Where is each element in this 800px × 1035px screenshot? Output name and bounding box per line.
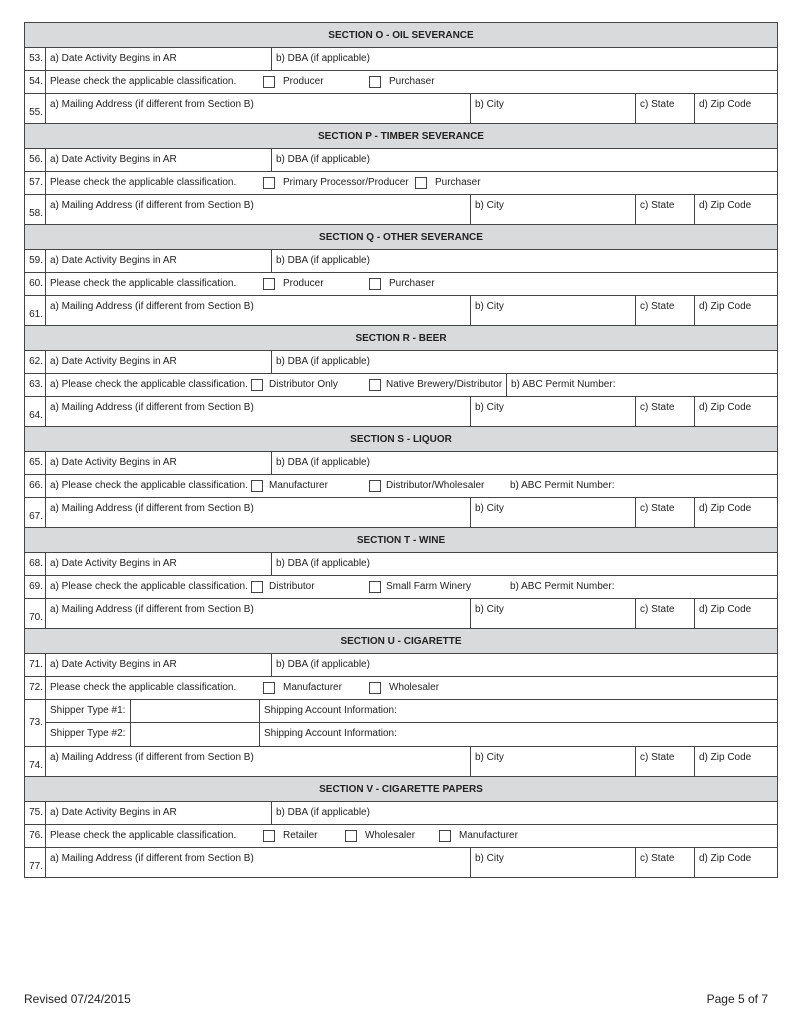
state-label: c) State <box>640 200 675 211</box>
dba-label: b) DBA (if applicable) <box>276 356 370 367</box>
row-number: 75. <box>25 802 46 824</box>
abc-permit-field[interactable] <box>506 576 777 598</box>
row-number: 72. <box>25 677 46 699</box>
mailing-address-field[interactable] <box>46 195 470 224</box>
row-number: 68. <box>25 553 46 575</box>
city-field[interactable] <box>470 848 635 877</box>
state-field[interactable] <box>635 296 694 325</box>
date-label: a) Date Activity Begins in AR <box>50 53 177 64</box>
date-label: a) Date Activity Begins in AR <box>50 154 177 165</box>
dba-field[interactable] <box>271 452 777 474</box>
row-74 <box>25 747 777 777</box>
dba-field[interactable] <box>271 802 777 824</box>
dba-field[interactable] <box>271 250 777 272</box>
zip-label: d) Zip Code <box>699 752 752 763</box>
city-label: b) City <box>475 503 504 514</box>
city-field[interactable] <box>470 397 635 426</box>
city-label: b) City <box>475 402 504 413</box>
zip-field[interactable] <box>694 848 777 877</box>
section-title: SECTION Q - OTHER SEVERANCE <box>319 232 483 243</box>
row-number: 70. <box>25 599 46 628</box>
mailing-label: a) Mailing Address (if different from Section B) <box>50 853 254 864</box>
row-number: 57. <box>25 172 46 194</box>
city-label: b) City <box>475 604 504 615</box>
zip-field[interactable] <box>694 397 777 426</box>
row-number: 64. <box>25 397 46 426</box>
shipping-account-1-field[interactable] <box>259 700 777 723</box>
mailing-address-field[interactable] <box>46 848 470 877</box>
shipper-type-1-field[interactable] <box>130 700 259 723</box>
city-label: b) City <box>475 99 504 110</box>
wholesaler-label: Wholesaler <box>389 682 440 693</box>
row-64 <box>25 397 777 427</box>
city-label: b) City <box>475 301 504 312</box>
classification-label: Please check the applicable classification. <box>50 830 237 841</box>
row-number: 55. <box>25 94 46 123</box>
city-label: b) City <box>475 853 504 864</box>
row-number: 59. <box>25 250 46 272</box>
row-number: 69. <box>25 576 46 598</box>
manufacturer-checkbox[interactable] <box>263 682 275 694</box>
state-field[interactable] <box>635 498 694 527</box>
purchaser-checkbox[interactable] <box>369 278 381 290</box>
city-label: b) City <box>475 200 504 211</box>
row-76 <box>25 825 777 848</box>
purchaser-label: Purchaser <box>389 76 435 87</box>
revised-date: Revised 07/24/2015 <box>24 992 131 1006</box>
row-72 <box>25 677 777 700</box>
purchaser-checkbox[interactable] <box>415 177 427 189</box>
row-68 <box>25 553 777 576</box>
abc-permit-field[interactable] <box>506 475 777 497</box>
date-begins-field[interactable] <box>46 351 271 373</box>
classification-label: a) Please check the applicable classification. <box>50 480 248 491</box>
state-label: c) State <box>640 752 675 763</box>
classification-label: Please check the applicable classification. <box>50 76 237 87</box>
row-70 <box>25 599 777 629</box>
retailer-label: Retailer <box>283 830 318 841</box>
manufacturer-checkbox[interactable] <box>251 480 263 492</box>
mailing-address-field[interactable] <box>46 296 470 325</box>
producer-checkbox[interactable] <box>263 76 275 88</box>
section-v-header <box>25 777 777 802</box>
row-69 <box>25 576 777 599</box>
purchaser-checkbox[interactable] <box>369 76 381 88</box>
row-59 <box>25 250 777 273</box>
zip-label: d) Zip Code <box>699 503 752 514</box>
manufacturer-checkbox[interactable] <box>439 830 451 842</box>
zip-field[interactable] <box>694 296 777 325</box>
zip-field[interactable] <box>694 498 777 527</box>
row-number: 73. <box>25 700 46 746</box>
row-53 <box>25 48 777 71</box>
row-number: 74. <box>25 747 46 776</box>
distributor-only-label: Distributor Only <box>269 379 338 390</box>
row-number: 53. <box>25 48 46 70</box>
date-label: a) Date Activity Begins in AR <box>50 457 177 468</box>
section-o-header <box>25 23 777 48</box>
mailing-label: a) Mailing Address (if different from Section B) <box>50 200 254 211</box>
city-field[interactable] <box>470 195 635 224</box>
state-field[interactable] <box>635 747 694 776</box>
date-begins-field[interactable] <box>46 48 271 70</box>
row-54 <box>25 71 777 94</box>
date-begins-field[interactable] <box>46 149 271 171</box>
state-label: c) State <box>640 853 675 864</box>
city-field[interactable] <box>470 94 635 123</box>
section-title: SECTION O - OIL SEVERANCE <box>328 30 474 41</box>
mailing-label: a) Mailing Address (if different from Section B) <box>50 503 254 514</box>
dba-label: b) DBA (if applicable) <box>276 457 370 468</box>
classification-label: a) Please check the applicable classification. <box>50 379 248 390</box>
date-begins-field[interactable] <box>46 802 271 824</box>
city-field[interactable] <box>470 498 635 527</box>
dba-label: b) DBA (if applicable) <box>276 558 370 569</box>
zip-label: d) Zip Code <box>699 604 752 615</box>
section-s-header <box>25 427 777 452</box>
native-brewery-checkbox[interactable] <box>369 379 381 391</box>
abc-permit-label: b) ABC Permit Number: <box>510 480 615 491</box>
shipping-account-2-label: Shipping Account Information: <box>264 728 397 739</box>
zip-field[interactable] <box>694 747 777 776</box>
shipping-account-1-label: Shipping Account Information: <box>264 705 397 716</box>
mailing-address-field[interactable] <box>46 397 470 426</box>
date-begins-field[interactable] <box>46 654 271 676</box>
section-title: SECTION S - LIQUOR <box>350 434 452 445</box>
purchaser-label: Purchaser <box>389 278 435 289</box>
dba-field[interactable] <box>271 48 777 70</box>
dba-field[interactable] <box>271 654 777 676</box>
manufacturer-label: Manufacturer <box>459 830 518 841</box>
mailing-address-field[interactable] <box>46 498 470 527</box>
date-label: a) Date Activity Begins in AR <box>50 807 177 818</box>
shipper-type-2-field[interactable] <box>130 723 259 746</box>
row-number: 62. <box>25 351 46 373</box>
row-55 <box>25 94 777 124</box>
mailing-label: a) Mailing Address (if different from Section B) <box>50 604 254 615</box>
zip-label: d) Zip Code <box>699 200 752 211</box>
primary-processor-checkbox[interactable] <box>263 177 275 189</box>
distributor-wholesaler-label: Distributor/Wholesaler <box>386 480 485 491</box>
zip-field[interactable] <box>694 94 777 123</box>
abc-permit-field[interactable] <box>506 374 777 396</box>
date-label: a) Date Activity Begins in AR <box>50 255 177 266</box>
producer-label: Producer <box>283 76 324 87</box>
date-label: a) Date Activity Begins in AR <box>50 659 177 670</box>
purchaser-label: Purchaser <box>435 177 481 188</box>
state-label: c) State <box>640 604 675 615</box>
state-field[interactable] <box>635 397 694 426</box>
wholesaler-label: Wholesaler <box>365 830 416 841</box>
city-field[interactable] <box>470 599 635 628</box>
date-label: a) Date Activity Begins in AR <box>50 558 177 569</box>
dba-label: b) DBA (if applicable) <box>276 807 370 818</box>
producer-label: Producer <box>283 278 324 289</box>
shipping-account-2-field[interactable] <box>259 723 777 746</box>
dba-field[interactable] <box>271 149 777 171</box>
row-number: 61. <box>25 296 46 325</box>
section-t-header <box>25 528 777 553</box>
row-number: 71. <box>25 654 46 676</box>
row-73 <box>25 700 777 747</box>
registration-form <box>24 22 778 878</box>
page-number: Page 5 of 7 <box>706 992 768 1006</box>
row-number: 66. <box>25 475 46 497</box>
section-title: SECTION U - CIGARETTE <box>340 636 462 647</box>
state-label: c) State <box>640 402 675 413</box>
state-label: c) State <box>640 301 675 312</box>
row-number: 67. <box>25 498 46 527</box>
row-65 <box>25 452 777 475</box>
retailer-checkbox[interactable] <box>263 830 275 842</box>
classification-label: Please check the applicable classification. <box>50 177 237 188</box>
state-label: c) State <box>640 503 675 514</box>
state-field[interactable] <box>635 599 694 628</box>
mailing-label: a) Mailing Address (if different from Section B) <box>50 99 254 110</box>
state-field[interactable] <box>635 848 694 877</box>
mailing-address-field[interactable] <box>46 94 470 123</box>
date-begins-field[interactable] <box>46 250 271 272</box>
dba-label: b) DBA (if applicable) <box>276 53 370 64</box>
mailing-label: a) Mailing Address (if different from Section B) <box>50 301 254 312</box>
row-number: 54. <box>25 71 46 93</box>
row-62 <box>25 351 777 374</box>
section-title: SECTION P - TIMBER SEVERANCE <box>318 131 484 142</box>
abc-permit-label: b) ABC Permit Number: <box>510 581 615 592</box>
zip-field[interactable] <box>694 599 777 628</box>
row-63 <box>25 374 777 397</box>
mailing-address-field[interactable] <box>46 599 470 628</box>
section-r-header <box>25 326 777 351</box>
date-begins-field[interactable] <box>46 553 271 575</box>
zip-label: d) Zip Code <box>699 402 752 413</box>
classification-label: a) Please check the applicable classification. <box>50 581 248 592</box>
row-number: 60. <box>25 273 46 295</box>
manufacturer-label: Manufacturer <box>283 682 342 693</box>
row-67 <box>25 498 777 528</box>
section-q-header <box>25 225 777 250</box>
dba-field[interactable] <box>271 351 777 373</box>
city-field[interactable] <box>470 747 635 776</box>
state-field[interactable] <box>635 195 694 224</box>
state-field[interactable] <box>635 94 694 123</box>
abc-permit-label: b) ABC Permit Number: <box>511 379 616 390</box>
mailing-label: a) Mailing Address (if different from Section B) <box>50 402 254 413</box>
section-title: SECTION T - WINE <box>356 535 446 546</box>
zip-label: d) Zip Code <box>699 99 752 110</box>
zip-field[interactable] <box>694 195 777 224</box>
distributor-checkbox[interactable] <box>251 581 263 593</box>
zip-label: d) Zip Code <box>699 301 752 312</box>
row-77 <box>25 848 777 878</box>
small-farm-winery-checkbox[interactable] <box>369 581 381 593</box>
distributor-wholesaler-checkbox[interactable] <box>369 480 381 492</box>
row-number: 65. <box>25 452 46 474</box>
row-60 <box>25 273 777 296</box>
section-u-header <box>25 629 777 654</box>
mailing-address-field[interactable] <box>46 747 470 776</box>
section-p-header <box>25 124 777 149</box>
producer-checkbox[interactable] <box>263 278 275 290</box>
dba-label: b) DBA (if applicable) <box>276 154 370 165</box>
distributor-only-checkbox[interactable] <box>251 379 263 391</box>
row-66 <box>25 475 777 498</box>
shipper-type-2-label: Shipper Type #2: <box>50 728 126 739</box>
shipper-type-1-label: Shipper Type #1: <box>46 700 130 723</box>
classification-label: Please check the applicable classification. <box>50 682 237 693</box>
small-farm-winery-label: Small Farm Winery <box>386 581 472 592</box>
section-title: SECTION R - BEER <box>355 333 447 344</box>
mailing-label: a) Mailing Address (if different from Section B) <box>50 752 254 763</box>
dba-label: b) DBA (if applicable) <box>276 659 370 670</box>
classification-label: Please check the applicable classification. <box>50 278 237 289</box>
row-75 <box>25 802 777 825</box>
section-title: SECTION V - CIGARETTE PAPERS <box>319 784 483 795</box>
city-field[interactable] <box>470 296 635 325</box>
row-56 <box>25 149 777 172</box>
native-brewery-label: Native Brewery/Distributor <box>386 379 503 390</box>
row-57 <box>25 172 777 195</box>
row-61 <box>25 296 777 326</box>
manufacturer-label: Manufacturer <box>269 480 328 491</box>
zip-label: d) Zip Code <box>699 853 752 864</box>
dba-field[interactable] <box>271 553 777 575</box>
wholesaler-checkbox[interactable] <box>369 682 381 694</box>
row-number: 77. <box>25 848 46 877</box>
wholesaler-checkbox[interactable] <box>345 830 357 842</box>
date-label: a) Date Activity Begins in AR <box>50 356 177 367</box>
row-number: 76. <box>25 825 46 847</box>
row-number: 56. <box>25 149 46 171</box>
state-label: c) State <box>640 99 675 110</box>
distributor-label: Distributor <box>269 581 315 592</box>
dba-label: b) DBA (if applicable) <box>276 255 370 266</box>
date-begins-field[interactable] <box>46 452 271 474</box>
city-label: b) City <box>475 752 504 763</box>
row-number: 58. <box>25 195 46 224</box>
row-number: 63. <box>25 374 46 396</box>
row-71 <box>25 654 777 677</box>
primary-processor-label: Primary Processor/Producer <box>283 177 409 188</box>
row-58 <box>25 195 777 225</box>
